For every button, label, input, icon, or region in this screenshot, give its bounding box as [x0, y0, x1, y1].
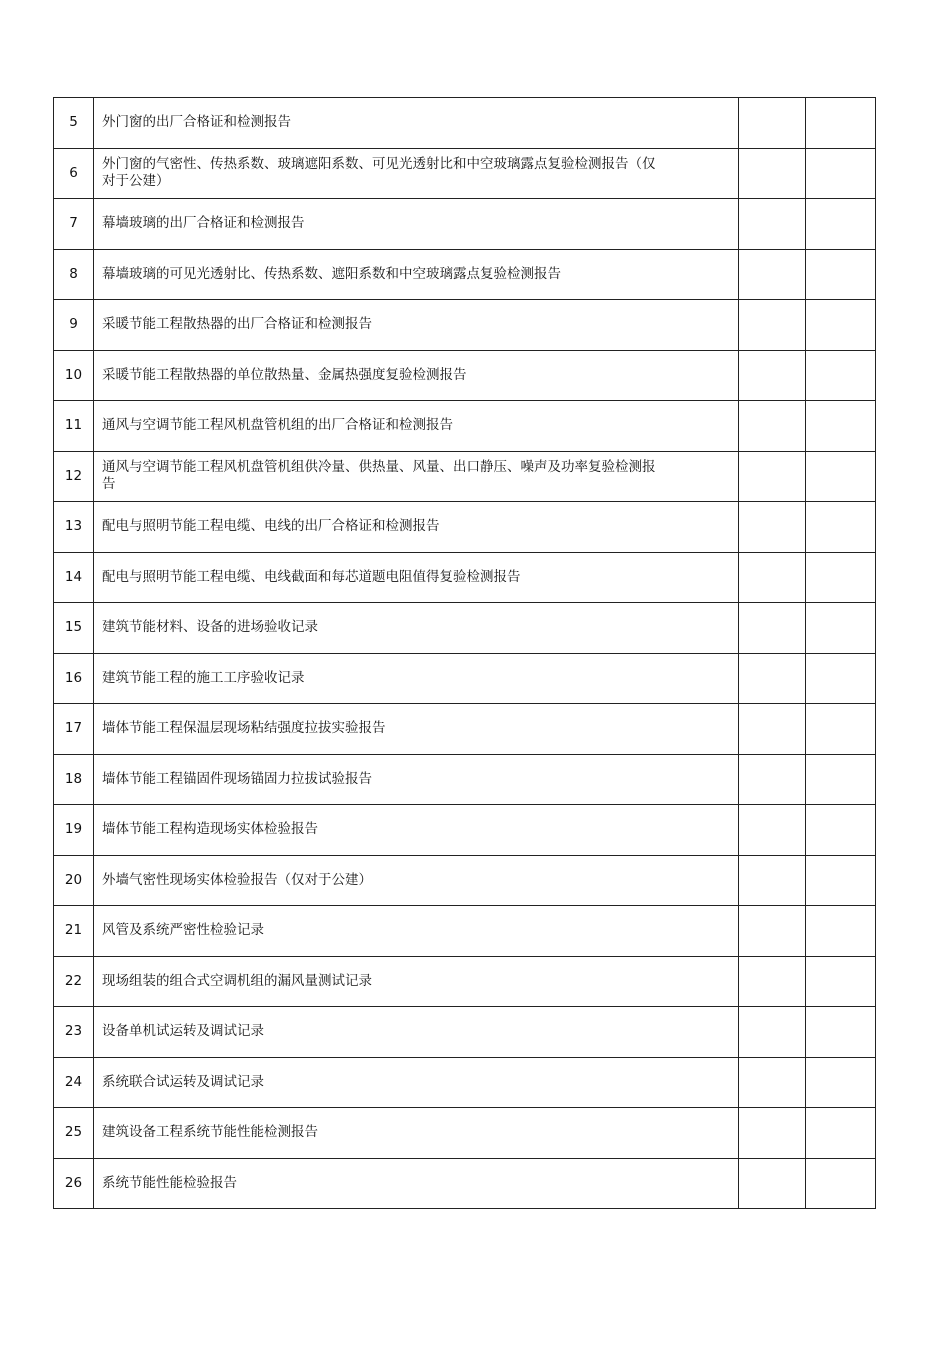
table-row [54, 98, 876, 149]
row-number: 26 [54, 1158, 94, 1209]
row-item-description: 风管及系统严密性检验记录 [94, 906, 739, 957]
table-row [54, 906, 876, 957]
table-row [54, 300, 876, 351]
row-number: 25 [54, 1108, 94, 1159]
table-row [54, 1108, 876, 1159]
row-blank-cell-b [806, 603, 876, 654]
row-number: 12 [54, 451, 94, 502]
row-blank-cell-a [739, 451, 806, 502]
table-row [54, 855, 876, 906]
row-blank-cell-b [806, 855, 876, 906]
row-item-description: 系统联合试运转及调试记录 [94, 1057, 739, 1108]
row-blank-cell-b [806, 199, 876, 250]
row-item-description: 设备单机试运转及调试记录 [94, 1007, 739, 1058]
row-blank-cell-a [739, 350, 806, 401]
row-blank-cell-a [739, 502, 806, 553]
row-blank-cell-a [739, 956, 806, 1007]
row-number: 6 [54, 148, 94, 199]
row-blank-cell-b [806, 754, 876, 805]
row-blank-cell-a [739, 401, 806, 452]
table-row [54, 552, 876, 603]
row-item-description: 外门窗的出厂合格证和检测报告 [94, 98, 739, 149]
row-blank-cell-a [739, 199, 806, 250]
table-row [54, 704, 876, 755]
row-number: 24 [54, 1057, 94, 1108]
table-row [54, 653, 876, 704]
row-number: 22 [54, 956, 94, 1007]
table-row [54, 754, 876, 805]
table-row [54, 1057, 876, 1108]
row-blank-cell-a [739, 552, 806, 603]
row-number: 8 [54, 249, 94, 300]
row-blank-cell-a [739, 98, 806, 149]
table-row [54, 805, 876, 856]
row-item-description: 墙体节能工程构造现场实体检验报告 [94, 805, 739, 856]
row-number: 14 [54, 552, 94, 603]
table-row [54, 603, 876, 654]
row-blank-cell-b [806, 805, 876, 856]
row-blank-cell-b [806, 451, 876, 502]
row-blank-cell-a [739, 1007, 806, 1058]
row-blank-cell-a [739, 653, 806, 704]
row-number: 7 [54, 199, 94, 250]
row-blank-cell-b [806, 1158, 876, 1209]
row-item-description: 建筑节能工程的施工工序验收记录 [94, 653, 739, 704]
row-item-description: 现场组装的组合式空调机组的漏风量测试记录 [94, 956, 739, 1007]
row-item-description: 外门窗的气密性、传热系数、玻璃遮阳系数、可见光透射比和中空玻璃露点复验检测报告（仅对于公建） [94, 148, 739, 199]
row-item-description: 配电与照明节能工程电缆、电线截面和每芯道题电阻值得复验检测报告 [94, 552, 739, 603]
row-blank-cell-b [806, 1057, 876, 1108]
table-row [54, 249, 876, 300]
row-blank-cell-b [806, 300, 876, 351]
row-blank-cell-b [806, 350, 876, 401]
row-number: 10 [54, 350, 94, 401]
row-blank-cell-b [806, 502, 876, 553]
row-blank-cell-a [739, 1158, 806, 1209]
row-blank-cell-b [806, 249, 876, 300]
row-blank-cell-a [739, 754, 806, 805]
row-number: 18 [54, 754, 94, 805]
table-row [54, 350, 876, 401]
row-number: 5 [54, 98, 94, 149]
row-item-description: 幕墙玻璃的可见光透射比、传热系数、遮阳系数和中空玻璃露点复验检测报告 [94, 249, 739, 300]
row-blank-cell-a [739, 249, 806, 300]
table-row [54, 451, 876, 502]
row-item-description: 采暖节能工程散热器的出厂合格证和检测报告 [94, 300, 739, 351]
row-blank-cell-a [739, 906, 806, 957]
row-blank-cell-a [739, 1057, 806, 1108]
row-number: 19 [54, 805, 94, 856]
row-blank-cell-b [806, 98, 876, 149]
table-row [54, 199, 876, 250]
row-item-description: 建筑节能材料、设备的进场验收记录 [94, 603, 739, 654]
row-item-description: 采暖节能工程散热器的单位散热量、金属热强度复验检测报告 [94, 350, 739, 401]
inspection-checklist-table [53, 97, 876, 1209]
row-number: 21 [54, 906, 94, 957]
table-row [54, 956, 876, 1007]
row-number: 11 [54, 401, 94, 452]
row-number: 20 [54, 855, 94, 906]
row-item-description: 幕墙玻璃的出厂合格证和检测报告 [94, 199, 739, 250]
row-blank-cell-b [806, 704, 876, 755]
row-blank-cell-b [806, 401, 876, 452]
table-row [54, 1007, 876, 1058]
table-row [54, 148, 876, 199]
row-blank-cell-b [806, 552, 876, 603]
row-number: 15 [54, 603, 94, 654]
row-item-description: 配电与照明节能工程电缆、电线的出厂合格证和检测报告 [94, 502, 739, 553]
row-item-description: 墙体节能工程锚固件现场锚固力拉拔试验报告 [94, 754, 739, 805]
row-item-description: 建筑设备工程系统节能性能检测报告 [94, 1108, 739, 1159]
row-blank-cell-a [739, 603, 806, 654]
row-number: 13 [54, 502, 94, 553]
row-number: 16 [54, 653, 94, 704]
row-number: 17 [54, 704, 94, 755]
row-blank-cell-b [806, 1108, 876, 1159]
row-blank-cell-a [739, 855, 806, 906]
row-blank-cell-b [806, 653, 876, 704]
table-row [54, 1158, 876, 1209]
table-row [54, 401, 876, 452]
row-item-description: 通风与空调节能工程风机盘管机组供冷量、供热量、风量、出口静压、噪声及功率复验检测报告 [94, 451, 739, 502]
row-blank-cell-a [739, 300, 806, 351]
table-body [54, 98, 876, 1209]
table-row [54, 502, 876, 553]
row-item-description: 系统节能性能检验报告 [94, 1158, 739, 1209]
row-blank-cell-a [739, 1108, 806, 1159]
row-item-description: 外墙气密性现场实体检验报告（仅对于公建） [94, 855, 739, 906]
row-blank-cell-b [806, 1007, 876, 1058]
row-item-description: 通风与空调节能工程风机盘管机组的出厂合格证和检测报告 [94, 401, 739, 452]
row-number: 23 [54, 1007, 94, 1058]
row-blank-cell-b [806, 906, 876, 957]
row-blank-cell-b [806, 956, 876, 1007]
row-blank-cell-a [739, 704, 806, 755]
row-blank-cell-a [739, 805, 806, 856]
document-table-container [53, 97, 875, 1209]
row-blank-cell-a [739, 148, 806, 199]
row-blank-cell-b [806, 148, 876, 199]
row-number: 9 [54, 300, 94, 351]
row-item-description: 墙体节能工程保温层现场粘结强度拉拔实验报告 [94, 704, 739, 755]
